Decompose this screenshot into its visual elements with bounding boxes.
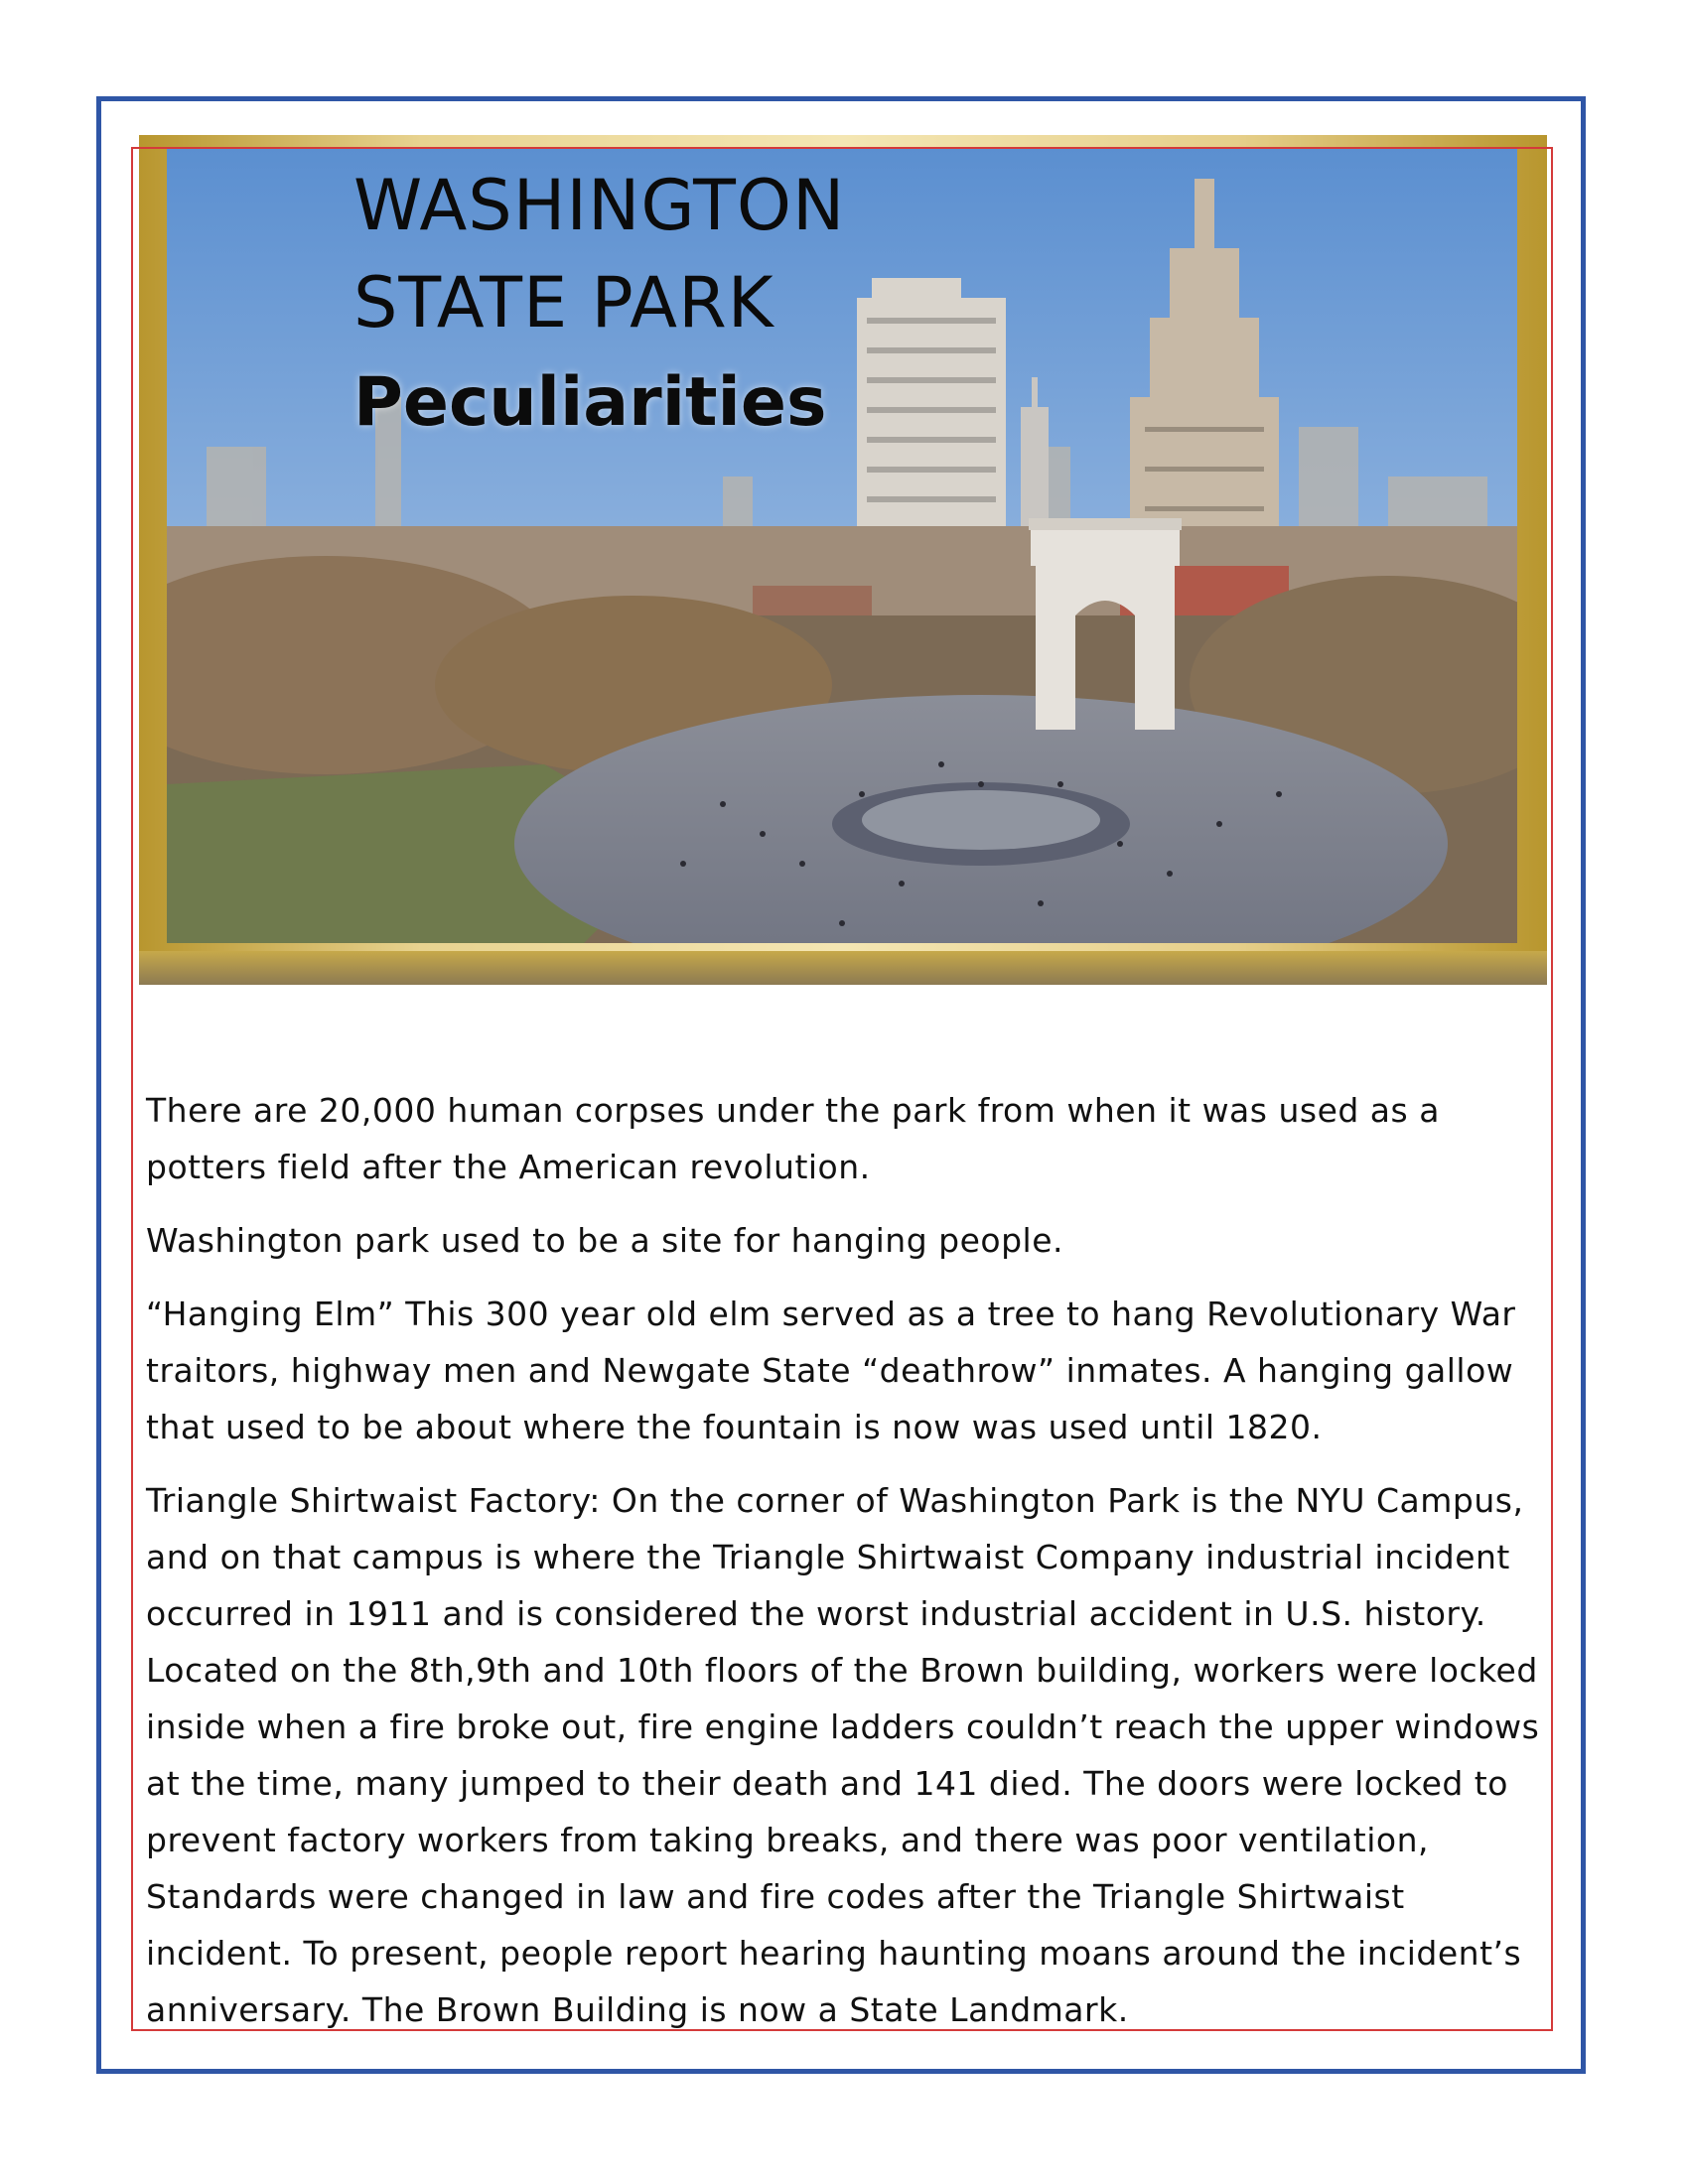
- title-line-3: Peculiarities: [353, 363, 827, 442]
- body-text: [146, 1082, 1546, 2055]
- paragraph-hanging-site: Washington park used to be a site for hanging people.: [146, 1221, 1063, 1260]
- title-line-1: WASHINGTON: [353, 165, 846, 246]
- paragraph-hanging-elm: “Hanging Elm” This 300 year old elm served as a tree to hang Revolutionary War traitors, highway men and Newgate State “deathrow” inmates. A hanging gallow that used to be about where the fountain is now was used until 1820.: [146, 1295, 1516, 1446]
- paragraph-potters-field: There are 20,000 human corpses under the park from when it was used as a potters field after the American revolution.: [146, 1091, 1440, 1186]
- title-line-2: STATE PARK: [353, 262, 774, 343]
- paragraph-triangle-shirtwaist: Triangle Shirtwaist Factory: On the corner of Washington Park is the NYU Campus, and on that campus is where the Triangle Shirtwaist Company industrial incident occurred in 1911 and is considered the worst industrial accident in U.S. history. Located on the 8th,9th and 10th floors of the Brown building, workers were locked inside when a fire broke out, fire engine ladders couldn’t reach the upper windows at the time, many jumped to their death and 141 died. The doors were locked to prevent factory workers from taking breaks, and there was poor ventilation, Standards were changed in law and fire codes after the Triangle Shirtwaist incident. To present, people report hearing haunting moans around the incident’s anniversary. The Brown Building is now a State Landmark.: [146, 1481, 1540, 2029]
- title-block: [353, 165, 846, 442]
